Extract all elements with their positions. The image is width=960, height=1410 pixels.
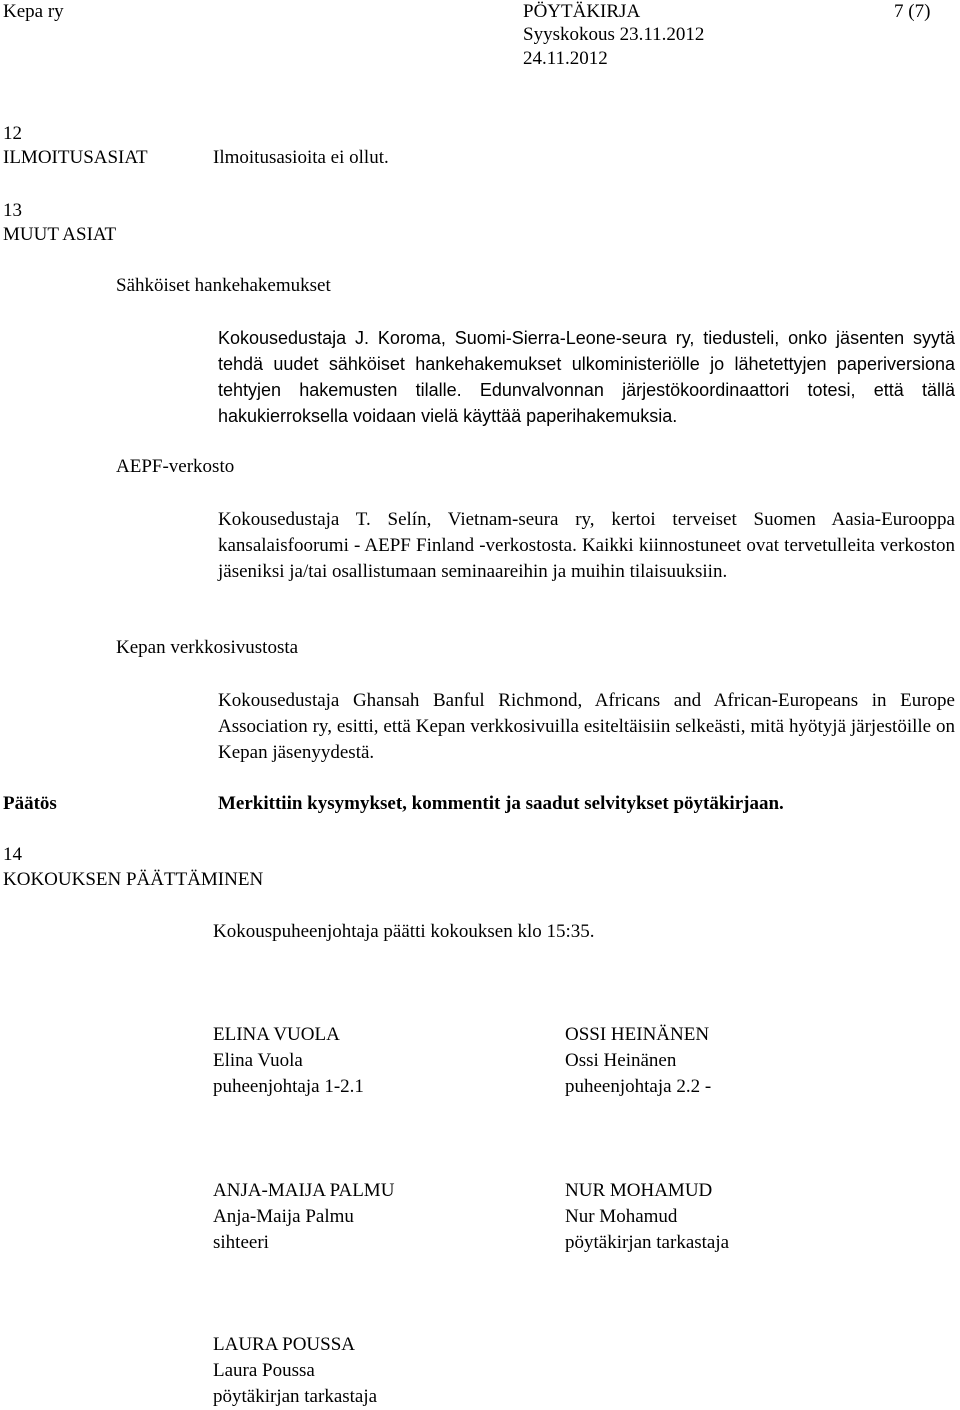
signature-role: sihteeri [213, 1232, 269, 1253]
signature-name-caps: OSSI HEINÄNEN [565, 1024, 710, 1045]
section-13-number: 13 [3, 200, 22, 221]
signature-block [565, 1022, 711, 1100]
header-date: 24.11.2012 [523, 48, 608, 69]
decision-label: Päätös [3, 793, 57, 814]
section-13-title: MUUT ASIAT [3, 224, 117, 245]
signature-name: Anja-Maija Palmu [213, 1206, 354, 1227]
signature-name-caps: NUR MOHAMUD [565, 1180, 713, 1201]
section-14-text: Kokouspuheenjohtaja päätti kokouksen klo 15:35. [213, 921, 595, 942]
signature-name-caps: ELINA VUOLA [213, 1024, 340, 1045]
signature-ref: 1-2.1 [324, 1076, 364, 1097]
signature-name-caps: ANJA-MAIJA PALMU [213, 1180, 395, 1201]
paragraph-electronic-applications: Kokousedustaja J. Koroma, Suomi-Sierra-Leone-seura ry, tiedusteli, onko jäsenten syytä tehdä uudet sähköiset hankehakemukset ulkoministeriölle jo lähetettyjen paperiversiona tehtyjen hakemusten tilalle. Edunvalvonnan järjestökoordinaattori totesi, että tällä hakukierroksella voidaan vielä käyttää paperihakemuksia. [218, 328, 955, 426]
paragraph-kepa-website: Kokousedustaja Ghansah Banful Richmond, Africans and African-Europeans in Europe Association ry, esitti, että Kepan verkkosivuilla esiteltäisiin selkeästi, mitä hyötyjä järjestöille on Kepan jäsenyydestä. [218, 690, 955, 763]
header-meeting: Syyskokous 23.11.2012 [523, 24, 705, 45]
paragraph-aepf-network: Kokousedustaja T. Selín, Vietnam-seura ry, kertoi terveiset Suomen Aasia-Eurooppa kansalaisfoorumi - AEPF Finland -verkostosta. Kaikki kiinnostuneet ovat tervetulleita verkoston jäseniksi ja/tai osallistumaan seminaareihin ja muihin tilaisuuksiin. [218, 509, 955, 582]
sub-heading-electronic-applications: Sähköiset hankehakemukset [116, 275, 331, 296]
signature-name: Ossi Heinänen [565, 1050, 677, 1071]
signature-role: puheenjohtaja [213, 1076, 320, 1097]
header-doc-type: PÖYTÄKIRJA [523, 1, 641, 22]
section-12-title: ILMOITUSASIAT [3, 147, 148, 168]
signature-block [213, 1022, 364, 1100]
signature-block [213, 1332, 377, 1410]
signature-role: pöytäkirjan tarkastaja [213, 1386, 378, 1407]
section-14-number: 14 [3, 844, 22, 865]
signature-block [565, 1178, 729, 1256]
section-12-text: Ilmoitusasioita ei ollut. [213, 147, 389, 168]
signature-name-caps: LAURA POUSSA [213, 1334, 356, 1355]
signature-role: pöytäkirjan tarkastaja [565, 1232, 730, 1253]
signature-name: Nur Mohamud [565, 1206, 678, 1227]
sub-heading-kepa-website: Kepan verkkosivustosta [116, 637, 299, 658]
signature-role-line [213, 1074, 364, 1100]
sub-heading-aepf-network: AEPF-verkosto [116, 456, 235, 477]
section-14-title: KOKOUKSEN PÄÄTTÄMINEN [3, 869, 264, 890]
signature-role: puheenjohtaja [565, 1076, 672, 1097]
section-12-number: 12 [3, 123, 22, 144]
signature-block [213, 1178, 394, 1256]
decision-text: Merkittiin kysymykset, kommentit ja saadut selvitykset pöytäkirjaan. [218, 793, 784, 814]
header-page-number: 7 (7) [894, 1, 931, 22]
signature-ref: 2.2 - [676, 1076, 712, 1097]
signature-name: Elina Vuola [213, 1050, 303, 1071]
header-org: Kepa ry [3, 1, 64, 22]
signature-role-line [565, 1074, 711, 1100]
signature-name: Laura Poussa [213, 1360, 315, 1381]
